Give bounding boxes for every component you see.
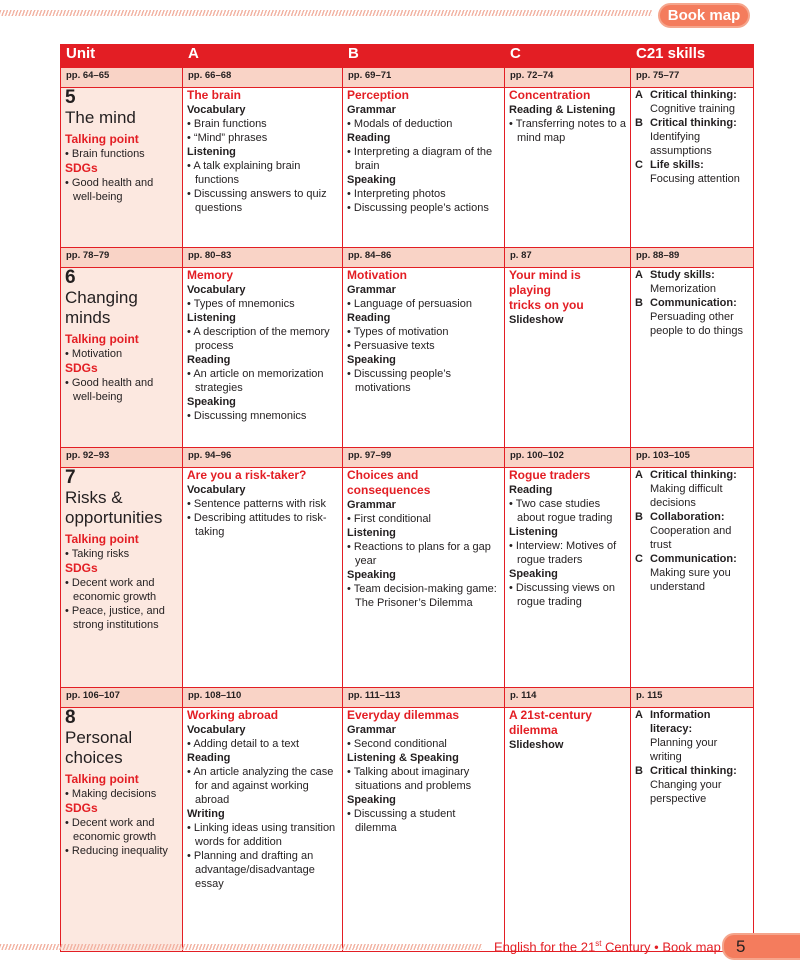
unit-title [65,288,178,328]
section-heading: Speaking [509,568,558,580]
lesson-cell-c [505,268,631,448]
page-range: pp. 92–93 [61,448,183,468]
page-range: pp. 84–86 [343,248,505,268]
skill-title: Study skills: [650,269,715,281]
lesson-title [187,268,338,283]
list-item: • A talk explaining brain functions [187,159,338,187]
lesson-title [187,468,338,483]
sdgs-label: SDGs [65,801,98,815]
skill-title: Information literacy: [650,709,711,735]
skill-item [635,552,749,594]
skill-title: Life skills: [650,159,704,171]
lesson-cell-b [343,88,505,248]
unit-cell [61,468,183,688]
skill-item [635,764,749,806]
sdgs-list [65,176,178,204]
skill-desc: Cooperation and trust [650,525,732,551]
lesson-cell-b [343,708,505,952]
table-header-row [61,45,754,68]
decorative-stripe-bottom [0,944,482,950]
list-item: • Linking ideas using transition words for addition [187,821,338,849]
unit-title-line: opportunities [65,508,163,527]
section-list [347,325,500,353]
page-range: pp. 75–77 [631,68,754,88]
section-list [347,367,500,395]
pages-row [61,448,754,468]
skill-title: Critical thinking: [650,469,737,481]
page-number: 5 [736,937,746,956]
list-item: • Brain functions [65,147,178,161]
section-heading: Speaking [187,396,236,408]
list-item: • Making decisions [65,787,178,801]
unit-title-line: Changing [65,288,138,307]
unit-title-line: Risks & [65,488,123,507]
unit-number: 6 [65,267,76,288]
skill-desc: Cognitive training [650,103,735,115]
pages-row [61,68,754,88]
section-heading: Speaking [347,354,396,366]
lesson-title-line: Concentration [509,88,591,102]
lesson-title [347,268,500,283]
page-range: p. 115 [631,688,754,708]
sdgs-list [65,576,178,632]
unit-row [61,468,754,688]
list-item: • An article on memorization strategies [187,367,338,395]
list-item: • Interpreting photos [347,187,500,201]
book-map-table [60,44,754,955]
lesson-title-line: Memory [187,268,234,282]
skill-item [635,268,749,296]
section-heading: Grammar [347,104,396,116]
list-item: • Types of mnemonics [187,297,338,311]
skill-text [650,268,716,296]
unit-cell [61,708,183,952]
list-item: • Decent work and economic growth [65,576,178,604]
section-heading: Reading [509,484,553,496]
section-list [347,737,500,751]
page-range: pp. 64–65 [61,68,183,88]
unit-number: 7 [65,467,76,488]
list-item: • Discussing views on rogue trading [509,581,626,609]
talking-point-list [65,787,178,801]
page-range: p. 114 [505,688,631,708]
talking-point-label: Talking point [65,772,139,786]
section-list [509,539,626,567]
page-range: pp. 80–83 [183,248,343,268]
list-item: • Sentence patterns with risk [187,497,338,511]
list-item: • Reducing inequality [65,844,178,858]
unit-cell [61,88,183,248]
section-list [347,765,500,793]
lesson-title-line: Choices and consequences [347,468,431,497]
page-range: pp. 78–79 [61,248,183,268]
section-list [509,497,626,525]
skill-text [650,116,749,158]
section-list [187,737,338,751]
page-range: pp. 69–71 [343,68,505,88]
unit-number: 8 [65,707,76,728]
list-item: • Team decision-making game: The Prisoner’s Dilemma [347,582,500,610]
section-heading: Vocabulary [187,104,246,116]
skill-item [635,158,749,186]
talking-point-label: Talking point [65,132,139,146]
lesson-title [347,88,500,103]
footer-text: English for the 21st Century • Book map [494,939,721,955]
lesson-cell-b [343,268,505,448]
skill-letter: B [635,765,643,777]
skill-title: Communication: [650,553,737,565]
skill-text [650,708,749,764]
unit-row [61,708,754,952]
unit-title-line: minds [65,308,111,327]
list-item: • First conditional [347,512,500,526]
section-list [187,325,338,353]
column-header: C21 skills [631,45,754,68]
skill-letter: C [635,553,643,565]
list-item: • Persuasive texts [347,339,500,353]
list-item: • Describing attitudes to risk-taking [187,511,338,539]
unit-title-line: Personal [65,728,133,747]
skill-item [635,296,749,338]
section-heading: Slideshow [509,739,564,751]
list-item: • Interpreting a diagram of the brain [347,145,500,173]
page-range: pp. 66–68 [183,68,343,88]
list-item: • Motivation [65,347,178,361]
talking-point-list [65,147,178,161]
lesson-cell-c [505,88,631,248]
skill-letter: B [635,297,643,309]
skill-title: Communication: [650,297,737,309]
section-list [347,512,500,526]
section-heading: Writing [187,808,225,820]
section-heading: Speaking [347,569,396,581]
talking-point-list [65,347,178,361]
list-item: • Discussing a student dilemma [347,807,500,835]
section-list [347,297,500,311]
list-item: • Taking risks [65,547,178,561]
skills-cell [631,468,754,688]
lesson-title [347,708,500,723]
list-item: • Discussing people’s actions [347,201,500,215]
section-heading: Grammar [347,724,396,736]
section-list [347,117,500,131]
skill-desc: Identifying assumptions [650,131,712,157]
column-header: A [183,45,343,68]
section-heading: Vocabulary [187,724,246,736]
page-range: pp. 100–102 [505,448,631,468]
section-heading: Speaking [347,174,396,186]
section-heading: Slideshow [509,314,564,326]
list-item: • Two case studies about rogue trading [509,497,626,525]
lesson-title-line: Are you a risk-taker? [187,468,307,482]
lesson-title-line: The brain [187,88,242,102]
section-list [187,821,338,891]
column-header: C [505,45,631,68]
skill-item [635,468,749,510]
decorative-stripe-top [0,10,652,16]
skill-text [650,296,749,338]
lesson-cell-c [505,468,631,688]
skill-item [635,88,749,116]
skill-text [650,764,749,806]
unit-row [61,268,754,448]
section-heading: Reading [187,752,231,764]
sdgs-label: SDGs [65,361,98,375]
list-item: • Discussing people’s motivations [347,367,500,395]
list-item: • Brain functions [187,117,338,131]
list-item: • Decent work and economic growth [65,816,178,844]
lesson-cell-a [183,468,343,688]
skill-letter: C [635,159,643,171]
talking-point-list [65,547,178,561]
list-item: • Talking about imaginary situations and problems [347,765,500,793]
lesson-title [509,268,626,313]
lesson-cell-a [183,708,343,952]
section-list [347,187,500,215]
lesson-cell-b [343,468,505,688]
sdgs-label: SDGs [65,161,98,175]
section-heading: Vocabulary [187,484,246,496]
unit-row [61,88,754,248]
list-item: • “Mind” phrases [187,131,338,145]
skill-text [650,88,737,116]
skill-desc: Making difficult decisions [650,483,723,509]
list-item: • Discussing mnemonics [187,409,338,423]
lesson-title [187,708,338,723]
sdgs-label: SDGs [65,561,98,575]
sdgs-list [65,376,178,404]
skill-item [635,116,749,158]
page-range: pp. 108–110 [183,688,343,708]
lesson-title-line: Your mind is playing [509,268,581,297]
page-range: pp. 88–89 [631,248,754,268]
talking-point-label: Talking point [65,332,139,346]
skill-text [650,552,749,594]
page-range: pp. 103–105 [631,448,754,468]
lesson-title [347,468,500,498]
skill-letter: A [635,89,643,101]
column-header: B [343,45,505,68]
column-header: Unit [61,45,183,68]
lesson-title [509,88,626,103]
skill-item [635,510,749,552]
section-list [187,765,338,807]
skills-cell [631,88,754,248]
page-range: pp. 72–74 [505,68,631,88]
unit-cell [61,268,183,448]
list-item: • An article analyzing the case for and against working abroad [187,765,338,807]
lesson-title-line: Working abroad [187,708,279,722]
skill-letter: A [635,709,643,721]
page-range: pp. 97–99 [343,448,505,468]
section-list [187,297,338,311]
unit-title [65,728,178,768]
section-heading: Listening & Speaking [347,752,459,764]
list-item: • Good health and well-being [65,376,178,404]
lesson-cell-a [183,268,343,448]
section-heading: Reading & Listening [509,104,616,116]
skill-letter: B [635,511,643,523]
skill-desc: Focusing attention [650,173,740,185]
section-list [509,117,626,145]
lesson-title-line: A 21st-century [509,708,592,722]
section-heading: Listening [187,146,236,158]
section-list [187,117,338,145]
section-list [347,145,500,173]
skill-desc: Making sure you understand [650,567,731,593]
skill-text [650,468,749,510]
section-heading: Listening [509,526,558,538]
skill-title: Critical thinking: [650,89,737,101]
list-item: • Peace, justice, and strong institutions [65,604,178,632]
list-item: • Good health and well-being [65,176,178,204]
unit-title [65,108,178,128]
lesson-cell-a [183,88,343,248]
section-list [187,409,338,423]
lesson-title [509,708,626,738]
pages-row [61,248,754,268]
section-list [509,581,626,609]
page-range: pp. 111–113 [343,688,505,708]
skills-cell [631,708,754,952]
section-list [347,807,500,835]
skill-desc: Planning your writing [650,737,718,763]
skill-title: Critical thinking: [650,765,737,777]
section-heading: Speaking [347,794,396,806]
section-heading: Vocabulary [187,284,246,296]
skill-title: Collaboration: [650,511,725,523]
skill-desc: Changing your perspective [650,779,722,805]
section-list [347,582,500,610]
list-item: • A description of the memory process [187,325,338,353]
section-list [187,497,338,539]
list-item: • Language of persuasion [347,297,500,311]
sdgs-list [65,816,178,858]
section-list [187,159,338,215]
section-heading: Reading [347,132,391,144]
skill-desc: Persuading other people to do things [650,311,743,337]
lesson-cell-c [505,708,631,952]
skill-text [650,158,740,186]
section-heading: Reading [347,312,391,324]
page-range: p. 87 [505,248,631,268]
section-heading: Grammar [347,284,396,296]
lesson-title-line: Perception [347,88,410,102]
lesson-title [509,468,626,483]
lesson-title-line: dilemma [509,723,558,737]
section-list [187,367,338,395]
book-map-badge: Book map [658,3,750,28]
list-item: • Adding detail to a text [187,737,338,751]
lesson-title-line: tricks on you [509,298,584,312]
lesson-title-line: Rogue traders [509,468,591,482]
list-item: • Discussing answers to quiz questions [187,187,338,215]
list-item: • Types of motivation [347,325,500,339]
section-heading: Listening [187,312,236,324]
skill-title: Critical thinking: [650,117,737,129]
page-range: pp. 106–107 [61,688,183,708]
lesson-title-line: Motivation [347,268,407,282]
section-heading: Reading [187,354,231,366]
skill-item [635,708,749,764]
skill-letter: B [635,117,643,129]
section-heading: Listening [347,527,396,539]
list-item: • Reactions to plans for a gap year [347,540,500,568]
lesson-title-line: Everyday dilemmas [347,708,460,722]
skill-letter: A [635,269,643,281]
page-range: pp. 94–96 [183,448,343,468]
list-item: • Modals of deduction [347,117,500,131]
talking-point-label: Talking point [65,532,139,546]
list-item: • Planning and drafting an advantage/disadvantage essay [187,849,338,891]
pages-row [61,688,754,708]
skills-cell [631,268,754,448]
skill-desc: Memorization [650,283,717,295]
list-item: • Transferring notes to a mind map [509,117,626,145]
list-item: • Interview: Motives of rogue traders [509,539,626,567]
section-heading: Grammar [347,499,396,511]
unit-number: 5 [65,87,76,108]
list-item: • Second conditional [347,737,500,751]
section-list [347,540,500,568]
unit-title-line: choices [65,748,123,767]
unit-title [65,488,178,528]
lesson-title [187,88,338,103]
skill-letter: A [635,469,643,481]
unit-title-line: The mind [65,108,136,127]
page-number-tab [722,933,800,960]
skill-text [650,510,749,552]
